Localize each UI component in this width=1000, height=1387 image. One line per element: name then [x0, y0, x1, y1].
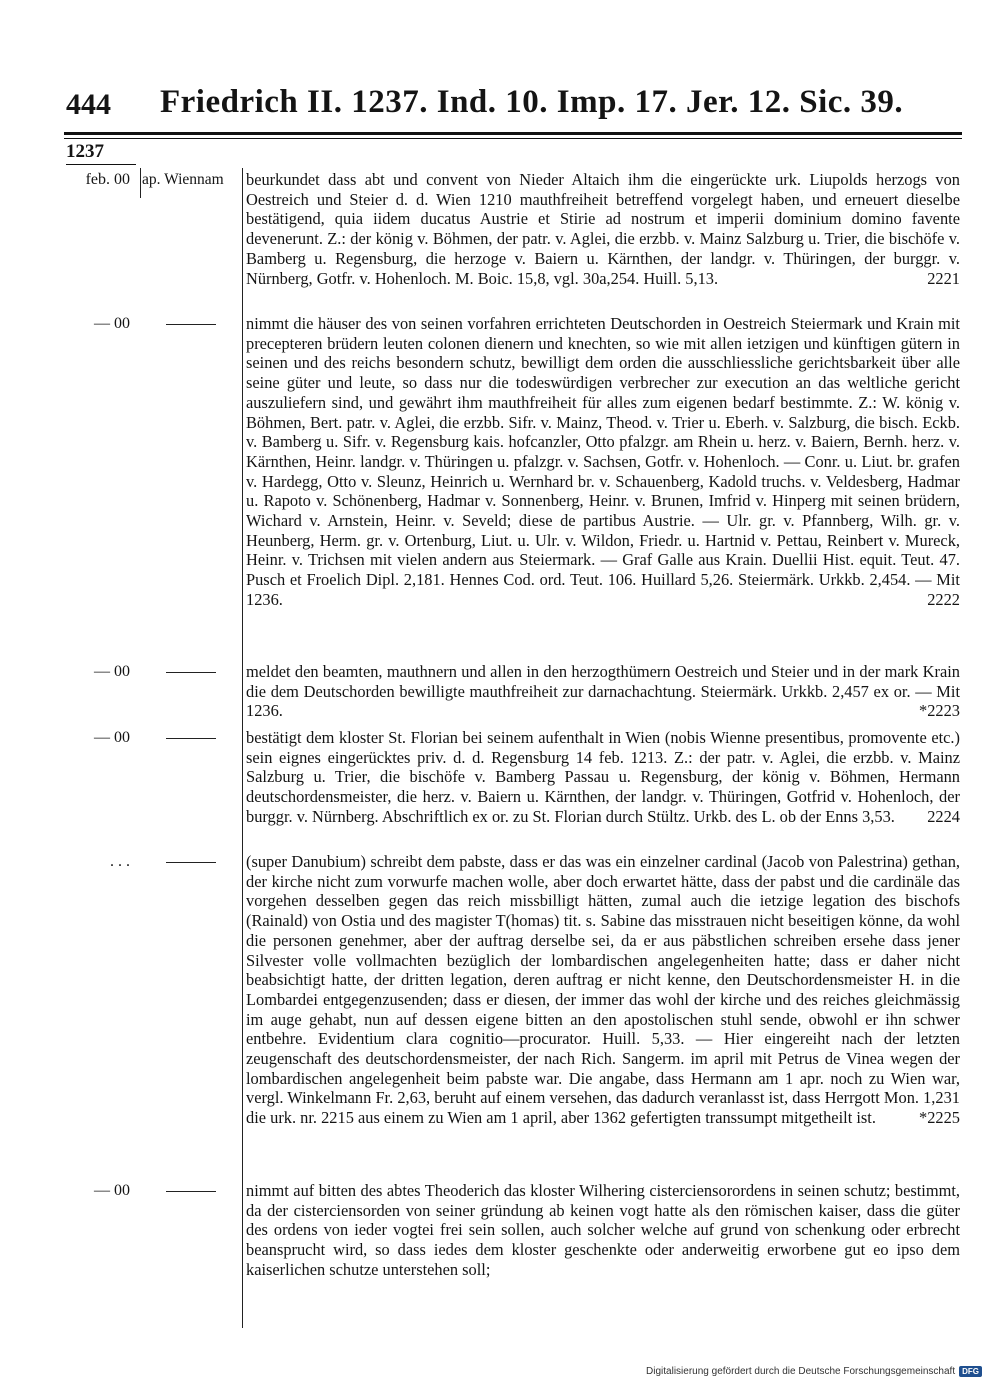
footer-text: Digitalisierung gefördert durch die Deutsche Forschungsgemeinschaft	[646, 1366, 956, 1377]
entry-number: 2221	[927, 268, 960, 288]
entry-date: — 00	[94, 663, 130, 680]
entry-date: — 00	[94, 315, 130, 332]
running-head: Friedrich II. 1237. Ind. 10. Imp. 17. Jer. 12. Sic. 39.	[160, 84, 904, 120]
date-column-divider	[140, 168, 141, 198]
entry-number: *2223	[919, 701, 960, 721]
dfg-logo: DFG	[959, 1366, 982, 1377]
entry-text: nimmt die häuser des von seinen vorfahren errichteten Deutschorden in Oestreich Steiermark und Krain mit precepteren brüdern leuten colonen dienern und knechten, so wie mit allen ietzigen und künftigen gütern in seinen und des reichs besondern schutz, bewilligt dem orden die ausschliessliche gerichtsbarkeit über alle seine güter und leute, so dass nur die todeswürdigen verbrecher zur execution an das weltliche gericht auszuliefern sind, und gewährt ihm mauthfreiheit für alles zum eigenen bedarf bestimmte. Z.: W. könig v. Böhmen, Bert. patr. v. Aglei, die erzbb. Sifr. v. Mainz, Theod. v. Trier u. Eberh. v. Salzburg, die bisch. Eckb. v. Bamberg u. Sifr. v. Regensburg kais. hofcanzler, Otto pfalzgr. am Rhein u. herz. v. Baiern, Bernh. herz. v. Kärnthen, Heinr. landgr. v. Thüringen u. pfalzgr. v. Sachsen, Gotfr. v. Hohenloch. — Conr. u. Liut. br. grafen v. Hardegg, Otto v. Sleunz, Heinrich u. Wernhard br. v. Schauenberg, Kadold truchs. v. Veldesberg, Hadmar u. Rapoto v. Schönenberg, Hadmar v. Sonnenberg, Heinr. v. Brunen, Imfrid v. Hinperg mit seinen brüdern, Wichard v. Arnstein, Heinr. v. Seveld; diese de partibus Austrie. — Ulr. gr. v. Pfannberg, Wilh. gr. v. Heunberg, Herm. gr. v. Ortenburg, Liut. u. Ulr. v. Wildon, Friedr. u. Hartnid v. Pettau, Reinbert v. Mureck, Heinr. v. Trichsen mit vielen andern aus Steiermark. — Graf Galle aus Krain. Duellii Hist. equit. Teut. 47. Pusch et Froelich Dipl. 2,181. Hennes Cod. ord. Teut. 106. Huillard 5,26. Steiermärk. Urkkb. 2,454. — Mit 1236.	[246, 314, 960, 609]
year-underline	[66, 164, 136, 165]
entry-text: nimmt auf bitten des abtes Theoderich das kloster Wilhering cisterciensorordens in seinen schutz; bestimmt, da der cisterciensorden von seiner gründung ab keinen vogt hatte als den römischen kaiser, dass die güter des ordens von ieder vogtei frei sein sollen, auch solcher welche auf grund von schenkung oder erbrecht beansprucht wird, so dass iedes dem kloster geschenkte oder anderweitig erworbene gut eo ipso dem kaiserlichen schutze unterstehen soll;	[246, 1181, 960, 1279]
header-rule-thick	[64, 132, 962, 135]
ditto-place-line	[166, 738, 216, 739]
entry-text-block	[246, 1181, 960, 1280]
entry-text-block	[246, 170, 960, 288]
page-number: 444	[66, 88, 111, 121]
entry-text-block	[246, 728, 960, 827]
entry-text: beurkundet dass abt und convent von Nieder Altaich ihm die eingerückte urk. Liupolds herzogs von Oestreich und Steier d. d. Wien 1210 mauthfreiheit betreffend vorgelegt haben, und erneuert dieselbe bestätigend, quia iidem ducatus Austrie et Stirie ad nostrum et imperii dominium domino favente devenerunt. Z.: der könig v. Böhmen, der patr. v. Aglei, die erzbb. v. Mainz Salzburg u. Trier, die bischöfe v. Bamberg u. Regensburg, die herzoge v. Baiern u. Kärnthen, der landgr. v. Thüringen, der burggr. v. Nürnberg, Gotfr. v. Hohenloch. M. Boic. 15,8, vgl. 30a,254. Huill. 5,13.	[246, 170, 960, 288]
entry-number: 2222	[927, 589, 960, 609]
entry-text: meldet den beamten, mauthnern und allen in den herzogthümern Oestreich und Steier und in der mark Krain die dem Deutschorden bewilligte mauthfreiheit zur darnachachtung. Steiermärk. Urkkb. 2,457 ex or. — Mit 1236.	[246, 662, 960, 721]
entry-date: feb. 00	[85, 171, 130, 188]
year-heading: 1237	[66, 141, 104, 162]
entry-number: 2224	[927, 806, 960, 826]
ditto-place-line	[166, 324, 216, 325]
entry-date: — 00	[94, 1182, 130, 1199]
entry-text: bestätigt dem kloster St. Florian bei seinem aufenthalt in Wien (nobis Wienne presentibus, promovente etc.) sein eignes eingerücktes priv. d. d. Regensburg 14 feb. 1213. Z.: der patr. v. Aglei, die erzbb. v. Mainz Salzburg u. Trier, die bischöfe v. Bamberg Passau u. Regensburg, der könig v. Böhmen, Hermann deutschordensmeister, die herz. v. Baiern u. Kärnthen, der landgr. v. Thüringen, Gotfrid v. Hohenloch, der burggr. v. Nürnberg. Abschriftlich ex or. zu St. Florian durch Stültz. Urkb. des L. ob der Enns 3,53.	[246, 728, 960, 826]
entry-text: (super Danubium) schreibt dem pabste, dass er das was ein einzelner cardinal (Jacob von Palestrina) gethan, der kirche nicht zum vorwurfe machen wolle, aber doch erwartet hätte, dass der pabst und die cardinäle das vorgehen desselben gegen das reich missbilligt hätten, zumal auch die ietzige legation des bischofs (Rainald) von Ostia und des magister T(homas) tit. s. Sabine das misstrauen nicht beseitigen könne, da wohl die personen genehmer, aber der auftrag derselbe sei, da er aus päbstlichen schreiben ersehe dass jener Silvester volle vollmachten bezüglich der lombardischen angelegenheiten hatte; dass er daher nicht beabsichtigt hatte, der dritten legation, deren auftrag er nicht kenne, den Deutschordensmeister H. in die Lombardei entgegenzusenden; dass er diesen, der immer das wohl der kirche und des reiches gleichmässig im auge gehabt, nun auf dessen eigene bitten an den apostolischen stuhl sende, obwohl er ihn schwer entbehre. Evidentium clara cognitio—procurator. Huill. 5,33. — Hier eingereiht nach der letzten zeugenschaft des deutschordensmeister, der nach Rich. Sangerm. im april mit Petrus de Vinea wegen der lombardischen angelegenheit beim pabste war. Die angabe, dass Hermann am 1 apr. noch zu Wien war, vergl. Winkelmann Fr. 2,63, beruht auf einem versehen, das dadurch veranlasst ist, dass Herrgott Mon. 1,231 die urk. nr. 2215 aus einem zu Wien am 1 april, aber 1362 gefertigten transsumpt mitgetheilt ist.	[246, 852, 960, 1128]
digitization-footer	[646, 1366, 982, 1377]
entry-date: — 00	[94, 729, 130, 746]
entry-place: ap. Wiennam	[142, 171, 224, 188]
ditto-place-line	[166, 672, 216, 673]
ditto-place-line	[166, 1191, 216, 1192]
header-rule-thin	[64, 138, 962, 139]
entry-number: *2225	[919, 1108, 960, 1128]
entry-text-block	[246, 314, 960, 610]
entry-date: . . .	[110, 853, 130, 870]
text-column-divider	[242, 168, 243, 1328]
entry-text-block	[246, 662, 960, 721]
ditto-place-line	[166, 862, 216, 863]
entry-text-block	[246, 852, 960, 1128]
